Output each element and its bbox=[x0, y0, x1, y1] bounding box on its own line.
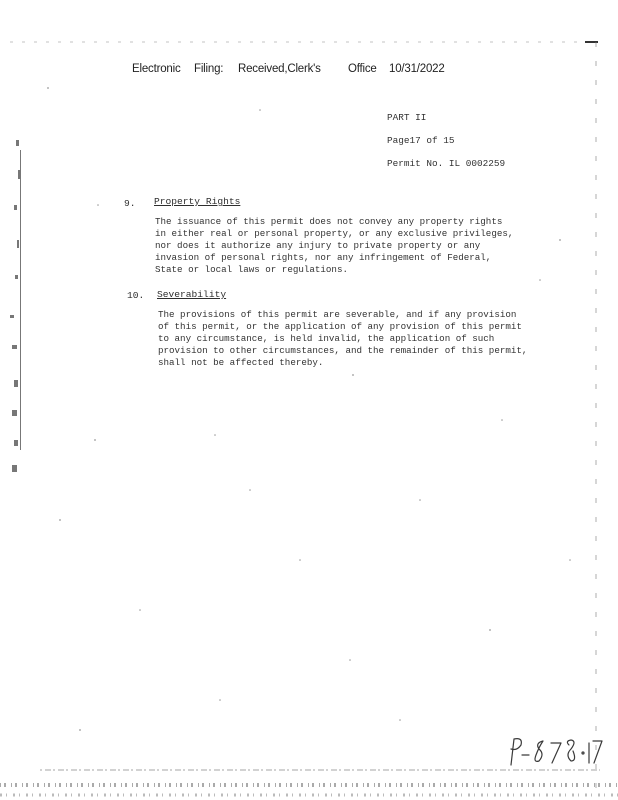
paragraph-line: State or local laws or regulations. bbox=[155, 264, 348, 275]
section-number: 9. bbox=[124, 198, 136, 209]
paragraph-line: The issuance of this permit does not convey any property rights bbox=[155, 216, 503, 227]
section-title-property-rights: Property Rights bbox=[154, 196, 241, 207]
handwritten-annotation bbox=[505, 735, 605, 769]
paragraph-line: shall not be affected thereby. bbox=[158, 357, 324, 368]
paragraph-line: invasion of personal rights, nor any infringement of Federal, bbox=[155, 252, 492, 263]
section-number: 10. bbox=[127, 290, 145, 301]
paragraph-line: in either real or personal property, or any exclusive privileges, bbox=[155, 228, 514, 239]
paragraph-line: nor does it authorize any injury to private property or any bbox=[155, 240, 481, 251]
section-paragraph-property-rights bbox=[155, 216, 513, 276]
stamp-received-clerks: Received,Clerk's bbox=[238, 63, 321, 75]
paragraph-line: of this permit, or the application of any provision of this permit bbox=[158, 321, 522, 332]
section-title-severability: Severability bbox=[157, 289, 227, 300]
paragraph-line: The provisions of this permit are severable, and if any provision bbox=[158, 309, 517, 320]
section-paragraph-severability bbox=[158, 309, 527, 369]
stamp-office: Office bbox=[348, 63, 377, 75]
stamp-electronic: Electronic bbox=[132, 63, 181, 75]
permit-number: Permit No. IL 0002259 bbox=[387, 158, 506, 169]
stamp-date: 10/31/2022 bbox=[389, 63, 445, 75]
stamp-filing: Filing: bbox=[194, 63, 224, 75]
electronic-filing-stamp bbox=[132, 63, 445, 75]
paragraph-line: provision to other circumstances, and the remainder of this permit, bbox=[158, 345, 528, 356]
page-number: Page17 of 15 bbox=[387, 135, 455, 146]
paragraph-line: to any circumstance, is held invalid, the application of such bbox=[158, 333, 495, 344]
part-label: PART II bbox=[387, 112, 427, 123]
